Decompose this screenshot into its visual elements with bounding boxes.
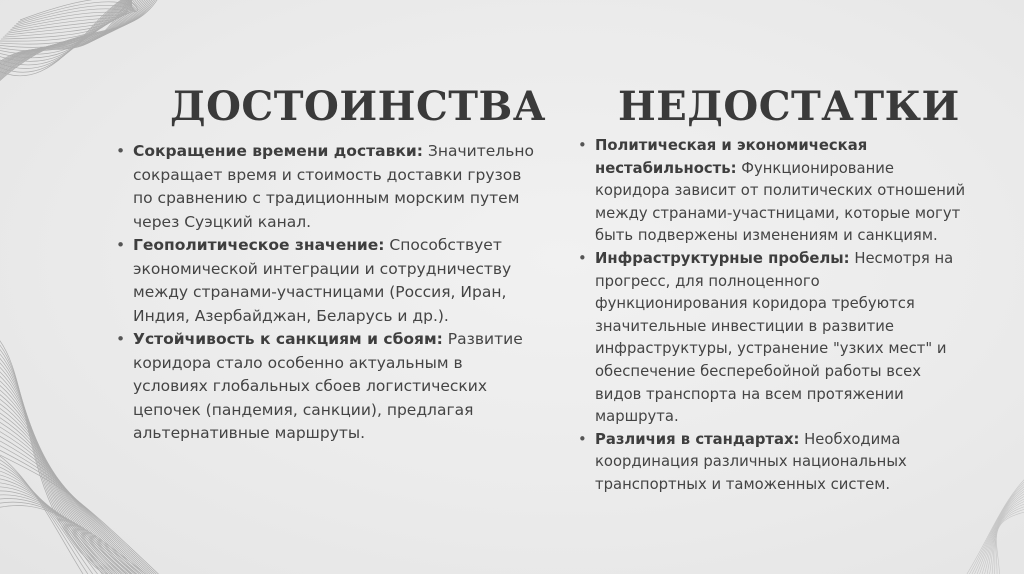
item-text: Способствует экономической интеграции и сотрудничеству между странами-участницами (Россия, Иран, Индия, Азербайджан, Беларусь и др.). — [133, 236, 512, 325]
item-text: Несмотря на прогресс, для полноценного функционирования коридора требуются значительные инвестиции в развитие инфраструктуры, устранение "узких мест" и обеспечение бесперебойной работы всех видов транспорта на всем протяжении маршрута. — [595, 249, 954, 426]
item-text: Значительно сокращает время и стоимость доставки грузов по сравнению с традиционным морским путем через Суэцкий канал. — [133, 142, 534, 231]
item-text: Необходима координация различных национальных транспортных и таможенных систем. — [595, 430, 907, 493]
bullet-icon: • — [578, 430, 587, 448]
list-item — [578, 135, 968, 248]
advantages-column — [116, 82, 546, 446]
bullet-icon: • — [116, 236, 126, 254]
list-item — [116, 140, 536, 234]
advantages-heading: ДОСТОИНСТВА — [170, 83, 546, 130]
list-item — [578, 429, 968, 497]
item-title: Различия в стандартах: — [595, 430, 800, 448]
bullet-icon: • — [578, 249, 587, 267]
item-title: Политическая и экономическая нестабильность: — [595, 137, 868, 177]
list-item — [116, 234, 536, 328]
item-title: Геополитическое значение: — [133, 236, 385, 254]
bullet-icon: • — [578, 137, 587, 154]
item-text: Развитие коридора стало особенно актуальным в условиях глобальных сбоев логистических цепочек (пандемия, санкции), предлагая альтернативные маршруты. — [133, 330, 523, 442]
bullet-icon: • — [116, 330, 126, 348]
disadvantages-list — [578, 135, 968, 497]
item-title: Сокращение времени доставки: — [133, 142, 423, 160]
item-text: Функционирование коридора зависит от политических отношений между странами-участницами, которые могут быть подвержены изменениям и санкциям. — [595, 159, 966, 245]
list-item — [578, 248, 968, 429]
item-title: Устойчивость к санкциям и сбоям: — [133, 330, 443, 348]
advantages-list — [116, 140, 536, 446]
list-item — [116, 328, 536, 446]
disadvantages-heading: НЕДОСТАТКИ — [618, 83, 960, 130]
item-title: Инфраструктурные пробелы: — [595, 249, 850, 267]
disadvantages-column — [578, 82, 968, 497]
bullet-icon: • — [116, 142, 126, 160]
